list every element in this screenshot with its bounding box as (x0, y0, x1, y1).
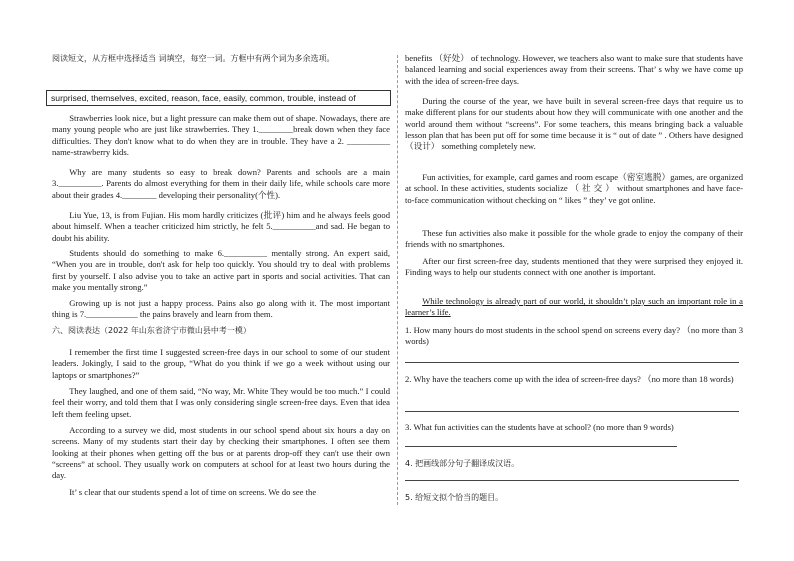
word-box: surprised, themselves, excited, reason, face, easily, common, trouble, instead of (46, 90, 391, 106)
question-2: 2. Why have the teachers come up with the idea of screen-free days? （no more than 18 words) (405, 374, 734, 384)
paragraph-8: According to a survey we did, most students in our school spend about six hours a day on screens. Many of my students start their day by checking their smartphones. I often see them looking at their phones when getting off the bus or at parents drop-off they can't use their own “screens” at school. They usually work on computers at school for at least two hours during the day. (52, 425, 390, 481)
underlined-sentence: While technology is already part of our world, it shouldn’t play such an important role in a learner’s life. (405, 296, 743, 318)
paragraph-6: I remember the first time I suggested screen-free days in our school to some of our student leaders. Jokingly, I said to the group, “What do you think if we go a week without using our laptops or smartphones?” (52, 347, 390, 380)
paragraph-11: During the course of the year, we have built in several screen-free days that require us to make different plans for our students about how they will communicate with one another and the world around them without “screens”. For some teachers, this means bringing back a valuable lesson plan that has been put off for some time because it is “ out of date ” . Others have designed （设计） something completely new. (405, 96, 743, 152)
answer-line-2 (405, 411, 739, 412)
section-title: 六、阅读表达（2022 年山东省济宁市微山县中考一模） (52, 326, 251, 335)
question-1: 1. How many hours do most students in the school spend on screens every day? （no more than 3 words) (405, 325, 743, 347)
paragraph-5: Growing up is not just a happy process. Pains also go along with it. The most important thing is 7.____________ the pains bravely and learn from them. (52, 298, 390, 320)
paragraph-2: Why are many students so easy to break down? Parents and schools are a main 3.__________. Parents do almost everything for them in their daily life, while schools care more about their grades 4.________ developing their personality(个性). (52, 167, 390, 200)
question-5: 5. 给短文拟个恰当的题目。 (405, 493, 504, 502)
paragraph-14: After our first screen-free day, students mentioned that they were surprised they enjoyed it. Finding ways to help our students connect with one another is important. (405, 256, 743, 278)
answer-line-1 (405, 362, 739, 363)
paragraph-1: Strawberries look nice, but a light pressure can make them out of shape. Nowadays, there are many young people who are just like strawberries. They 1.________break down when they face difficulties. They don't know what to do when they are in trouble. They have a 2. __________ name-strawberry kids. (52, 113, 390, 157)
paragraph-3: Liu Yue, 13, is from Fujian. His mom hardly criticizes (批评) him and he always feels good about himself. When a teacher criticized him strictly, he felt 5.__________and sad. He began to doubt his ability. (52, 210, 390, 243)
left-column (52, 0, 390, 561)
answer-line-4 (405, 480, 739, 481)
question-4: 4. 把画线部分句子翻译成汉语。 (405, 459, 520, 468)
answer-line-3 (405, 446, 677, 447)
question-3: 3. What fun activities can the students have at school? (no more than 9 words) (405, 422, 674, 432)
paragraph-4: Students should do something to make 6.__________ mentally strong. An expert said, “When you are in trouble, don't ask for help too quickly. You should try to deal with problems first by yourself. I also advise you to take an active part in sports and social activities. That can make you mentally strong.” (52, 248, 390, 292)
instruction-text: 阅读短文，从方框中选择适当 词填空，每空一词。方框中有两个词为多余选项。 (52, 54, 335, 63)
paragraph-13: These fun activities also make it possible for the whole grade to enjoy the company of their friends with no smartphones. (405, 228, 743, 250)
paragraph-10: benefits （好处） of technology. However, we teachers also want to make sure that students have balanced learning and social experiences away from their screens. That’ s why we have come up with the idea of screen-free days. (405, 53, 743, 86)
paragraph-9: It’ s clear that our students spend a lot of time on screens. We do see the (69, 487, 317, 497)
paragraph-12: Fun activities, for example, card games and room escape（密室逃脱）games, are organized at school. In these activities, students socialize （ 社 交 ） without smartphones and have face-to-face communication without checking on “ likes ” they’ ve got online. (405, 172, 743, 205)
right-column (405, 0, 743, 561)
paragraph-7: They laughed, and one of them said, “No way, Mr. White They would be too much.” I could feel their worry, and told them that I was only considering single screen-free days. Even that idea left them feeling upset. (52, 386, 390, 419)
column-divider (397, 55, 398, 505)
